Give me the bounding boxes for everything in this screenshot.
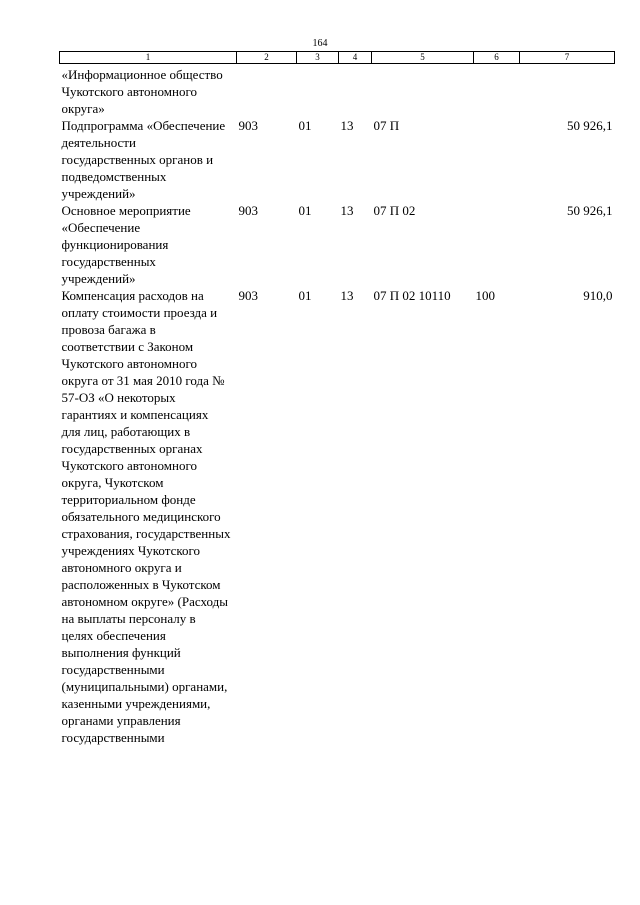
table-row xyxy=(60,64,615,118)
row-subsection: 13 xyxy=(340,118,354,133)
column-header-4: 4 xyxy=(339,52,372,64)
row-expense-type xyxy=(474,64,520,118)
row-subsection: 13 xyxy=(340,288,354,303)
row-section: 01 xyxy=(298,203,312,218)
row-section: 01 xyxy=(298,288,312,303)
row-amount: 910,0 xyxy=(583,288,613,303)
page-number: 164 xyxy=(312,38,328,49)
row-target-article: 07 П xyxy=(373,118,400,133)
column-header-3: 3 xyxy=(297,52,339,64)
column-header-2: 2 xyxy=(237,52,297,64)
column-header-7: 7 xyxy=(520,52,615,64)
row-amount: 50 926,1 xyxy=(567,118,613,133)
row-subsection xyxy=(339,64,372,118)
row-amount: 50 926,1 xyxy=(567,203,613,218)
table-row xyxy=(60,202,615,287)
table-row xyxy=(60,117,615,202)
row-expense-type xyxy=(474,202,520,287)
column-number-row xyxy=(60,52,615,64)
column-header-5: 5 xyxy=(372,52,474,64)
row-expense-type: 100 xyxy=(475,288,495,303)
row-section xyxy=(297,64,339,118)
row-section: 01 xyxy=(298,118,312,133)
row-target-article: 07 П 02 xyxy=(373,203,416,218)
row-amount xyxy=(520,64,615,118)
row-target-article: 07 П 02 10110 xyxy=(373,288,451,303)
row-admin-code xyxy=(237,64,297,118)
row-expense-type xyxy=(474,117,520,202)
row-target-article xyxy=(372,64,474,118)
row-name: «Информационное общество Чукотского автономного округа» xyxy=(61,67,223,116)
table-row xyxy=(60,287,615,746)
row-admin-code: 903 xyxy=(238,118,258,133)
table-body xyxy=(60,64,615,747)
table-header xyxy=(60,52,615,64)
row-name: Компенсация расходов на оплату стоимости проезда и провоза багажа в соответствии с Законом Чукотского автономного округа от 31 мая 2010 года № 57-ОЗ «О некоторых гарантиях и компенсациях для лиц, работающих в государственных органах Чукотского автономного округа, Чукотском территориальном фонде обязательного медицинского страхования, государственных учреждениях Чукотского автономного округа и расположенных в Чукотском автономном округе» (Расходы на выплаты персоналу в целях обеспечения выполнения функций государственными (муниципальными) органами, казенными учреждениями, органами управления государственными xyxy=(61,288,231,745)
column-header-6: 6 xyxy=(474,52,520,64)
row-admin-code: 903 xyxy=(238,203,258,218)
row-name: Подпрограмма «Обеспечение деятельности государственных органов и подведомственных учреждений» xyxy=(61,118,226,201)
row-name: Основное мероприятие «Обеспечение функционирования государственных учреждений» xyxy=(61,203,191,286)
row-admin-code: 903 xyxy=(238,288,258,303)
column-header-1: 1 xyxy=(60,52,237,64)
budget-table xyxy=(59,51,615,746)
row-subsection: 13 xyxy=(340,203,354,218)
